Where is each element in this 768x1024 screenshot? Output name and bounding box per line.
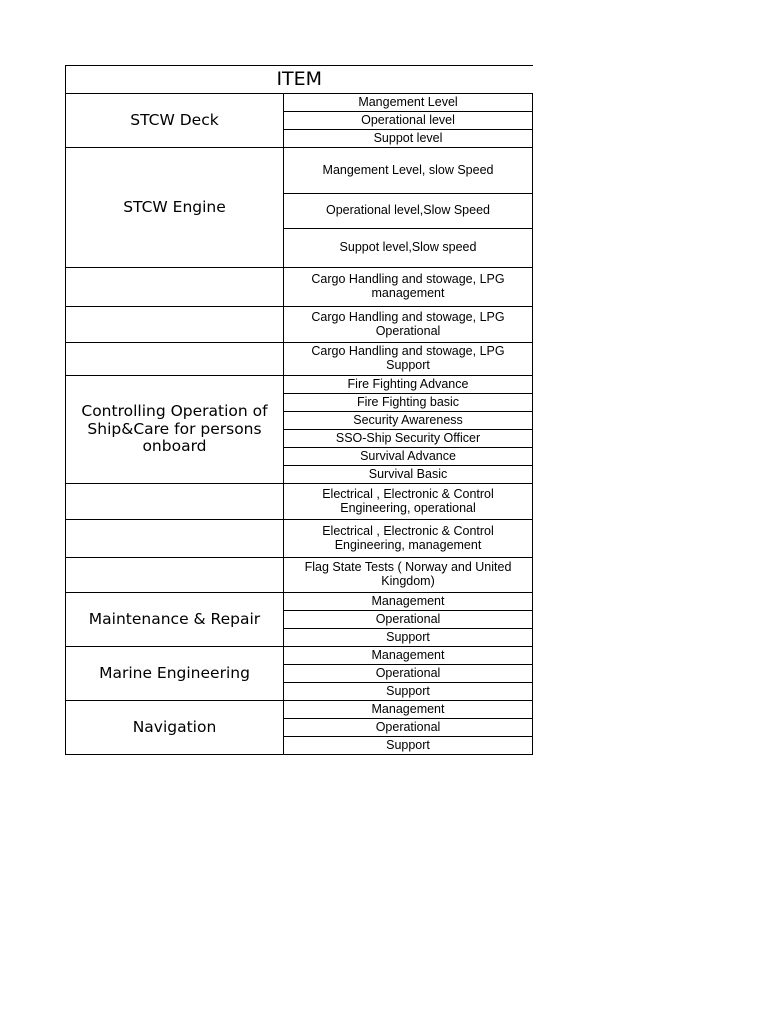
category-cell: Controlling Operation of Ship&Care for persons onboard bbox=[66, 376, 284, 484]
item-cell: Operational bbox=[284, 719, 533, 737]
item-cell: Cargo Handling and stowage, LPG Support bbox=[284, 343, 533, 376]
category-cell bbox=[66, 520, 284, 558]
item-cell: Management bbox=[284, 701, 533, 719]
item-cell: Operational bbox=[284, 611, 533, 629]
category-cell: STCW Engine bbox=[66, 148, 284, 268]
table-body bbox=[66, 94, 533, 755]
table-row bbox=[66, 701, 533, 719]
item-cell: Suppot level bbox=[284, 130, 533, 148]
item-cell: Suppot level,Slow speed bbox=[284, 229, 533, 268]
table-row bbox=[66, 647, 533, 665]
item-cell: Cargo Handling and stowage, LPG management bbox=[284, 268, 533, 307]
item-cell: Management bbox=[284, 647, 533, 665]
category-cell bbox=[66, 268, 284, 307]
item-cell: Operational level,Slow Speed bbox=[284, 194, 533, 229]
item-cell: Survival Advance bbox=[284, 448, 533, 466]
item-cell: Security Awareness bbox=[284, 412, 533, 430]
item-cell: Survival Basic bbox=[284, 466, 533, 484]
category-cell bbox=[66, 343, 284, 376]
category-cell bbox=[66, 558, 284, 593]
item-cell: Electrical , Electronic & Control Engineering, management bbox=[284, 520, 533, 558]
item-cell: Operational level bbox=[284, 112, 533, 130]
item-cell: Mangement Level, slow Speed bbox=[284, 148, 533, 194]
item-cell: SSO-Ship Security Officer bbox=[284, 430, 533, 448]
item-cell: Cargo Handling and stowage, LPG Operational bbox=[284, 307, 533, 343]
table-row bbox=[66, 268, 533, 307]
category-cell: Marine Engineering bbox=[66, 647, 284, 701]
category-cell: Navigation bbox=[66, 701, 284, 755]
category-cell: Maintenance & Repair bbox=[66, 593, 284, 647]
item-cell: Support bbox=[284, 737, 533, 755]
item-cell: Support bbox=[284, 629, 533, 647]
item-cell: Fire Fighting Advance bbox=[284, 376, 533, 394]
category-cell bbox=[66, 484, 284, 520]
item-cell: Operational bbox=[284, 665, 533, 683]
table-row bbox=[66, 94, 533, 112]
item-cell: Fire Fighting basic bbox=[284, 394, 533, 412]
table-row bbox=[66, 484, 533, 520]
header-row bbox=[66, 66, 533, 94]
table-row bbox=[66, 558, 533, 593]
item-cell: Support bbox=[284, 683, 533, 701]
table-row bbox=[66, 307, 533, 343]
table-row bbox=[66, 148, 533, 194]
table-row bbox=[66, 376, 533, 394]
item-table bbox=[65, 65, 533, 755]
category-cell bbox=[66, 307, 284, 343]
table-row bbox=[66, 520, 533, 558]
table-row bbox=[66, 593, 533, 611]
category-cell: STCW Deck bbox=[66, 94, 284, 148]
item-cell: Management bbox=[284, 593, 533, 611]
item-cell: Mangement Level bbox=[284, 94, 533, 112]
item-cell: Flag State Tests ( Norway and United Kingdom) bbox=[284, 558, 533, 593]
item-cell: Electrical , Electronic & Control Engineering, operational bbox=[284, 484, 533, 520]
table-row bbox=[66, 343, 533, 376]
table-title: ITEM bbox=[66, 66, 533, 94]
